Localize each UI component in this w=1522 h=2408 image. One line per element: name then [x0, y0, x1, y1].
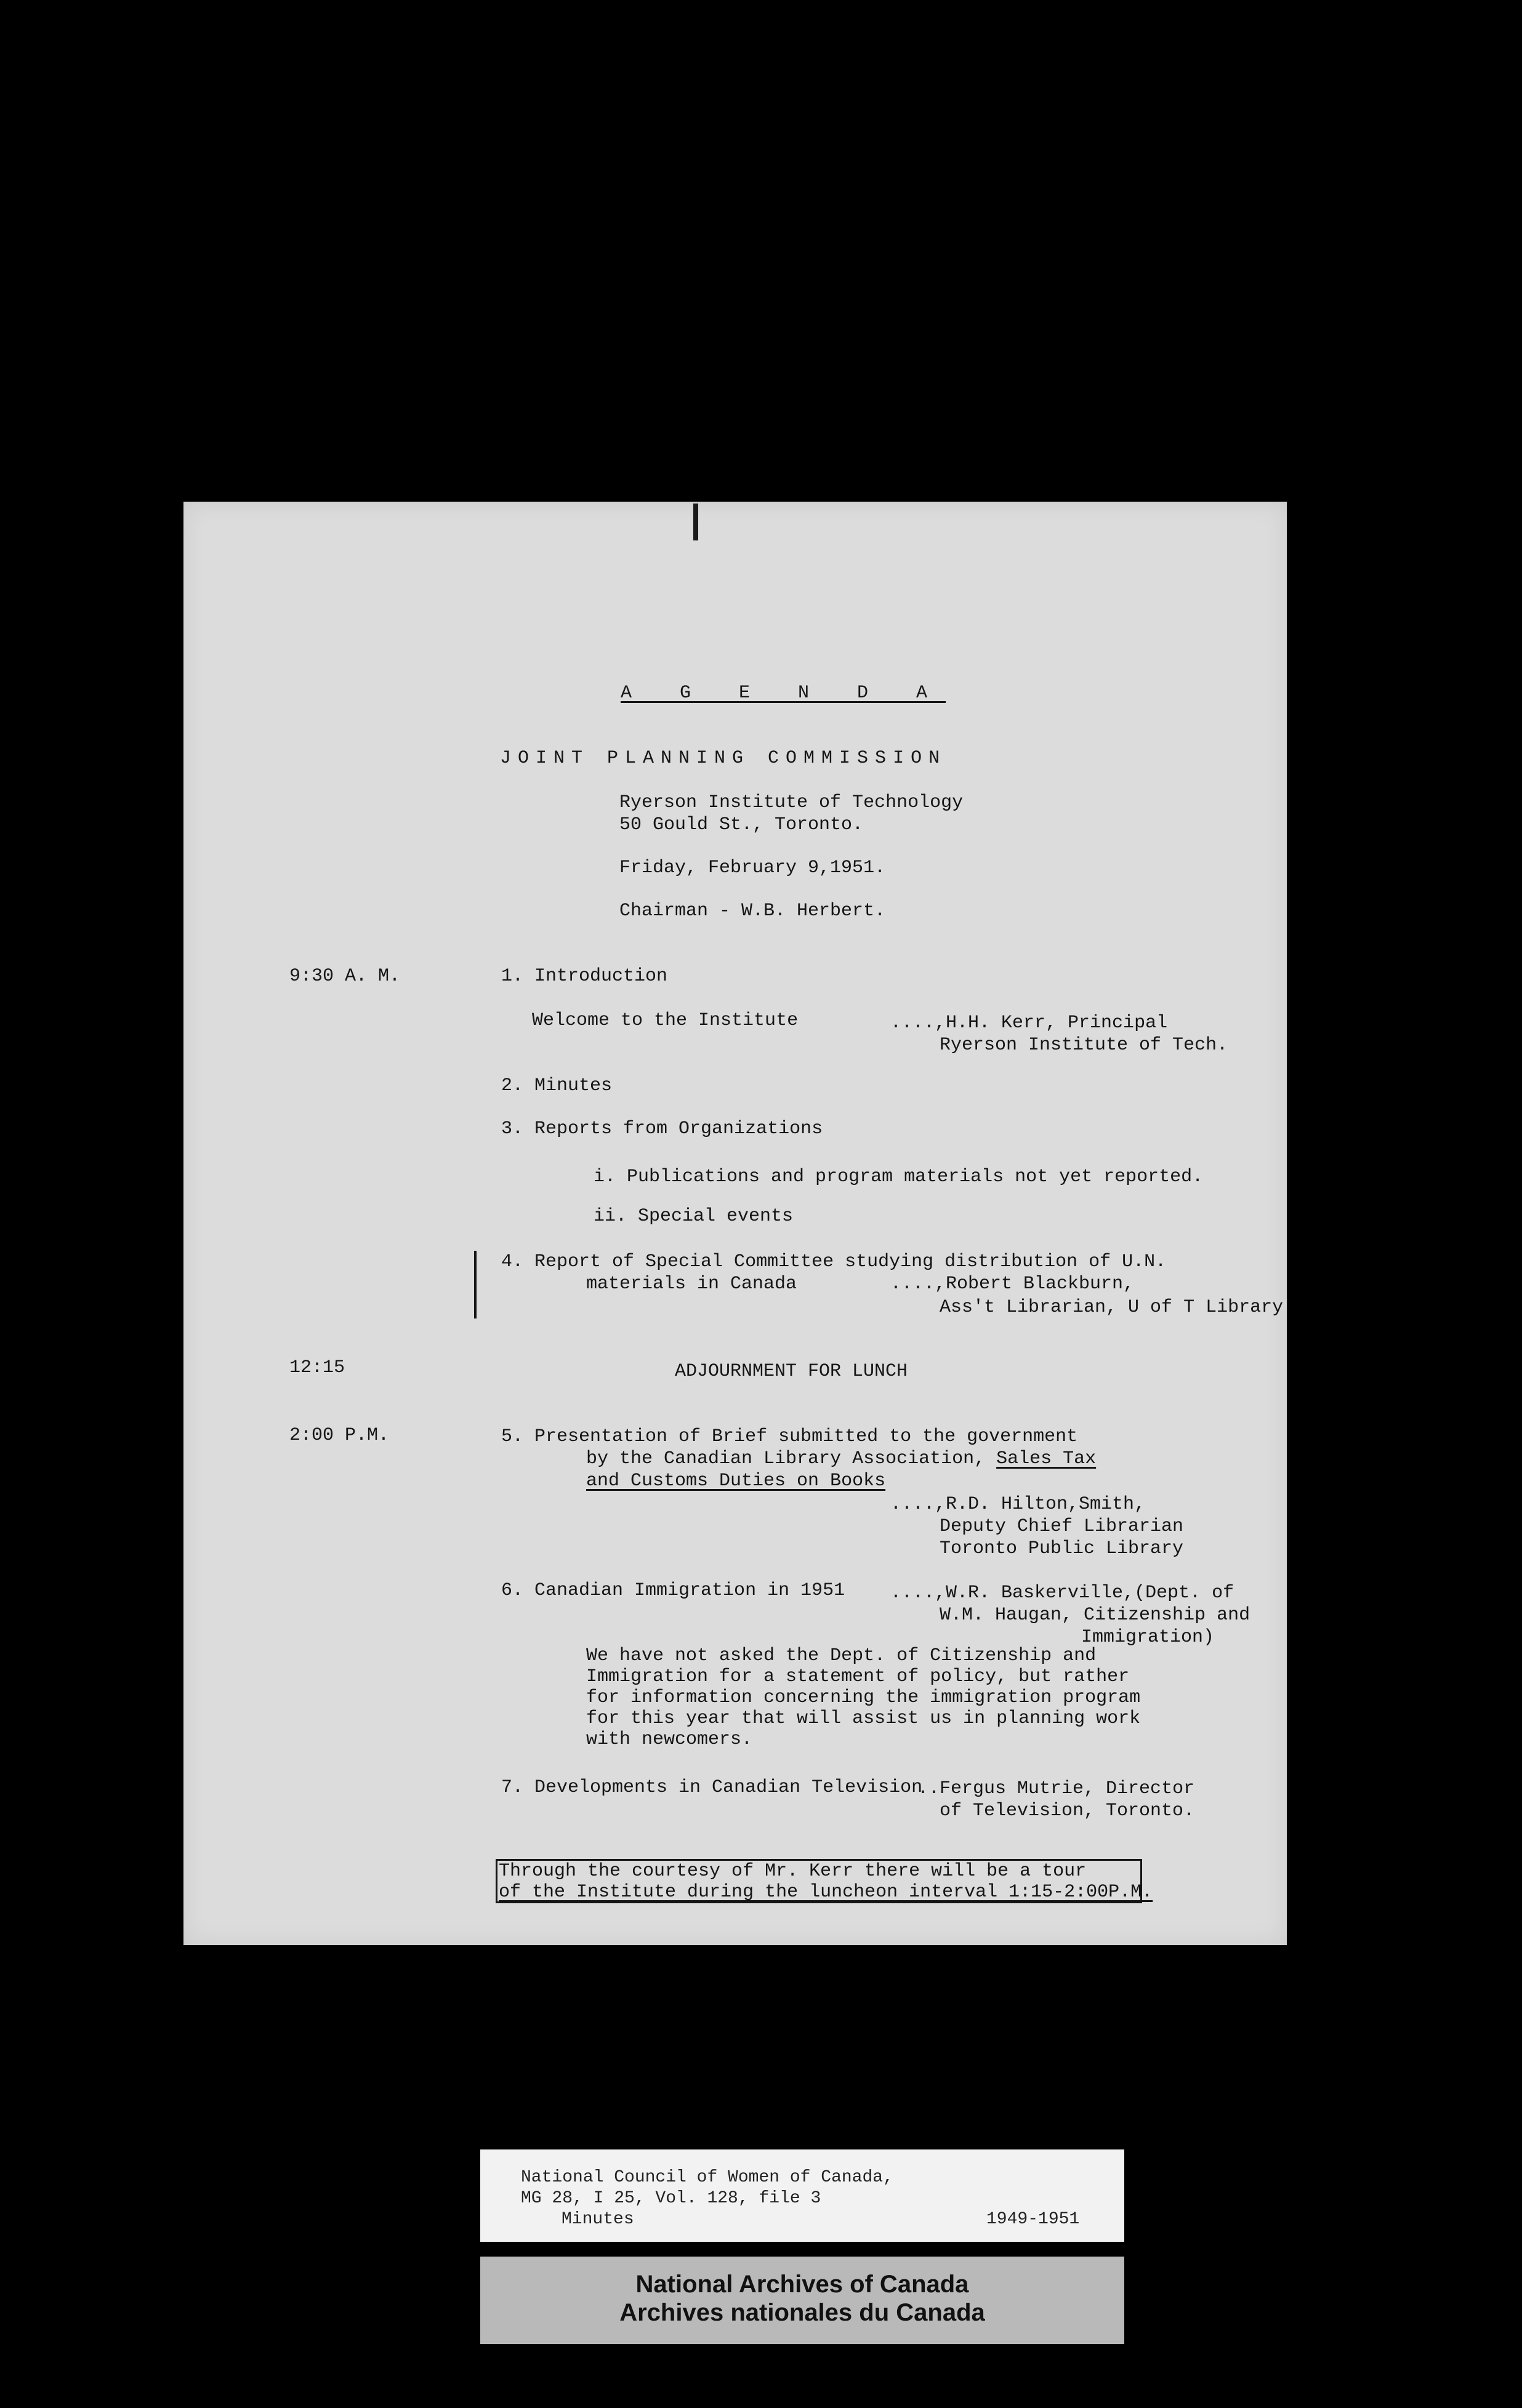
archive-label-category: Minutes	[562, 2210, 634, 2229]
item-4-speaker: ....,Robert Blackburn,	[890, 1274, 1135, 1294]
archive-label-line-2: MG 28, I 25, Vol. 128, file 3	[521, 2189, 821, 2208]
item-3: 3. Reports from Organizations	[501, 1118, 823, 1139]
item-3-i: i. Publications and program materials not yet reported.	[594, 1166, 1204, 1187]
item-1-sub: Welcome to the Institute	[532, 1010, 799, 1031]
item-5-line-1: 5. Presentation of Brief submitted to the government	[501, 1426, 1078, 1447]
chairman: Chairman - W.B. Herbert.	[619, 901, 886, 921]
item-6-note-5: with newcomers.	[586, 1729, 753, 1750]
item-3-ii: ii. Special events	[594, 1206, 794, 1227]
time-morning: 9:30 A. M.	[289, 966, 401, 987]
margin-bar	[474, 1251, 477, 1318]
item-7-speaker: ..Fergus Mutrie, Director	[917, 1778, 1195, 1799]
item-6-speaker-1: ....,W.R. Baskerville,(Dept. of	[890, 1583, 1234, 1603]
archive-label-years: 1949-1951	[986, 2210, 1080, 2229]
item-1: 1. Introduction	[501, 966, 668, 987]
item-1-speaker: ....,H.H. Kerr, Principal	[890, 1013, 1168, 1033]
item-6-note-2: Immigration for a statement of policy, but rather	[586, 1666, 1130, 1687]
lunch-adjournment: ADJOURNMENT FOR LUNCH	[675, 1361, 908, 1382]
archive-stamp-english: National Archives of Canada	[635, 2271, 969, 2298]
item-6-note-3: for information concerning the immigration program	[586, 1687, 1141, 1708]
ink-mark	[693, 504, 698, 540]
item-6-speaker-2: W.M. Haugan, Citizenship and	[940, 1605, 1250, 1626]
commission-name: JOINT PLANNING COMMISSION	[500, 748, 947, 769]
archive-label-line-1: National Council of Women of Canada,	[521, 2168, 893, 2187]
item-5-speaker-title: Deputy Chief Librarian	[940, 1516, 1184, 1537]
item-5-line-2	[586, 1448, 1096, 1470]
notice-line-1: Through the courtesy of Mr. Kerr there will be a tour	[499, 1861, 1087, 1882]
item-6-note-4: for this year that will assist us in planning work	[586, 1708, 1141, 1729]
venue-line-1: Ryerson Institute of Technology	[619, 792, 964, 813]
meeting-date: Friday, February 9,1951.	[619, 857, 886, 878]
item-6-note-1: We have not asked the Dept. of Citizenship and	[586, 1645, 1097, 1666]
item-4-line-1: 4. Report of Special Committee studying distribution of U.N.	[501, 1251, 1167, 1272]
item-7: 7. Developments in Canadian Television	[501, 1777, 923, 1798]
time-afternoon: 2:00 P.M.	[289, 1425, 390, 1446]
item-6-speaker-3: Immigration)	[1081, 1627, 1215, 1648]
item-5-brief-title-part-2: and Customs Duties on Books	[586, 1471, 886, 1491]
archive-stamp-french: Archives nationales du Canada	[619, 2299, 985, 2326]
item-6: 6. Canadian Immigration in 1951	[501, 1580, 845, 1601]
item-5-brief-title-part-1: Sales Tax	[996, 1448, 1097, 1469]
item-5-speaker: ....,R.D. Hilton,Smith,	[890, 1494, 1146, 1515]
notice-line-2: of the Institute during the luncheon interval 1:15-2:00P.M.	[499, 1882, 1153, 1903]
time-lunch: 12:15	[289, 1357, 345, 1378]
item-1-speaker-org: Ryerson Institute of Tech.	[940, 1035, 1228, 1056]
national-archives-stamp	[480, 2257, 1124, 2344]
item-4-line-2: materials in Canada	[586, 1274, 797, 1294]
item-4-speaker-title: Ass't Librarian, U of T Library	[940, 1297, 1284, 1318]
agenda-title: A G E N D A	[621, 683, 946, 704]
item-7-speaker-title: of Television, Toronto.	[940, 1800, 1195, 1821]
item-2: 2. Minutes	[501, 1075, 613, 1096]
venue-line-2: 50 Gould St., Toronto.	[619, 814, 864, 835]
archive-reference-label	[480, 2149, 1124, 2242]
item-5-speaker-org: Toronto Public Library	[940, 1538, 1184, 1559]
item-5-line-2-text: by the Canadian Library Association,	[586, 1448, 997, 1469]
